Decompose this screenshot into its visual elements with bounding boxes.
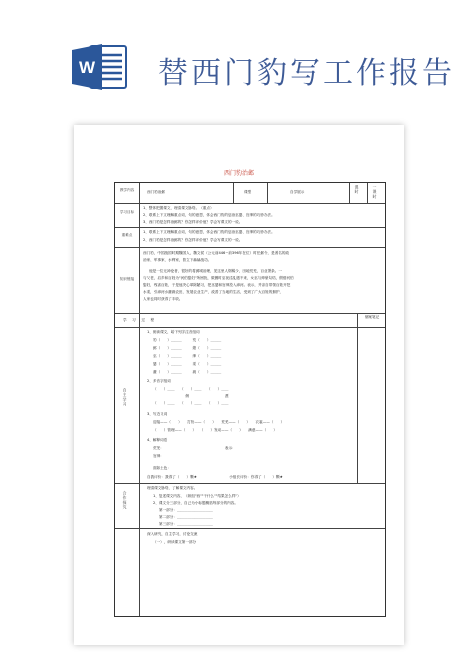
coop-line: 第二部分：＿＿＿＿＿＿＿＿＿＿ (159, 515, 213, 519)
coop-line: 深入研究，自主学习，讨论交流 (147, 532, 198, 536)
goal-line: 3、西门豹是怎样治邺的？你怎样评价他？学会写课文的一说。 (143, 220, 243, 224)
knowledge-line: 西门豹，中国战国时期魏国人，魏文侯（公元前446~前396年在位）时任邺令，是著名的政 (143, 251, 290, 255)
char-row: 灌（ ）＿＿＿ 溉（ ）＿＿＿ (153, 370, 222, 374)
content-label: 教学内容 (119, 188, 135, 192)
definition-row: 官绅： (153, 454, 164, 458)
knowledge-line: 水渠，引漳河水灌溉农田，发展农业生产，改善了当地的生活，受到了广大百姓的拥护， (143, 290, 284, 294)
content-value: 西门豹治邺 (147, 190, 165, 194)
synonym-row: 迎接——（ ） 打扮——（ ） 荒芜——（ ） 衣裳——（ ） (153, 420, 285, 424)
banner-title: 替西门豹写工作报告 (158, 56, 455, 91)
word-logo-icon (70, 40, 128, 94)
section-title: 3、写近义词 (147, 412, 168, 416)
lesson-table (114, 182, 386, 617)
coop-line: 第一部分：＿＿＿＿＿＿＿＿＿＿ (159, 508, 213, 512)
coop-line: 2、课文分三部分，自己为小标题概括每部分的内容。 (153, 501, 238, 505)
synonym-row: （ ）管理——（ ） （ ）发动——（ ） 满意——（ ） (153, 428, 277, 432)
section-title: 2、多音字组词 (147, 379, 171, 383)
document-page (74, 125, 404, 645)
keypoints-label: 重难点 (121, 233, 133, 237)
coop-line: （一），研读课文第一部分 (153, 540, 197, 544)
document-title: 西门豹治邺 (223, 170, 254, 177)
process-header: 学 习 过 程 (123, 318, 156, 322)
period-value: 一课时 (373, 185, 378, 200)
definition-row: 面如土色： (153, 466, 171, 470)
type-label: 课型 (244, 190, 252, 194)
char-row: 巫（ ）＿＿＿ 绅（ ）＿＿＿ (153, 354, 222, 358)
knowledge-line: 与父老，启乡和百姓为"河伯娶妇"所困扰，做圈时巫祝淫乱遇不来，女巫与绅豪勾结，假借河伯 (143, 276, 294, 280)
coop-line: 第三部分：＿＿＿＿＿＿＿＿＿＿ (159, 522, 213, 526)
definition-row: 荒芜： 表示： (153, 446, 236, 450)
coop-line: 理清课文脉络，了解课文内容。 (147, 486, 198, 490)
knowledge-label: 知识链接 (119, 277, 135, 281)
goal-line: 2、联系上下文理解重点词，句的意思，体会西门豹的惩治巫婆、官绅的巧妙办法。 (143, 213, 275, 217)
coop-line: 1、复述课文内容，（纵组"西""干什么""结果怎么样"） (153, 494, 241, 498)
banner (0, 0, 474, 112)
self-study-label: 自主学习 (123, 388, 128, 408)
knowledge-line: 治家、军事家、水利家，曾立下赫赫战功。 (143, 258, 212, 262)
section-title: 4、解释词语 (147, 438, 168, 442)
period-label: 课时 (355, 185, 360, 195)
goal-line: 1、整体把握课文，理清课文脉络。（重点） (143, 206, 214, 210)
char-row: 豹（ ）＿＿＿ 荒（ ）＿＿＿ (153, 338, 222, 342)
keypoint-line: 1、联系上下文理解重点词，句的意思，体会西门豹的惩治巫婆、官绅的巧妙办法。 (143, 230, 275, 234)
type-value: 自学展示 (290, 190, 305, 194)
poly-row: （ ）＿＿ （ ）＿＿ （ ）＿＿ (153, 387, 229, 391)
knowledge-line: 他是一位无神论者，很好的将邺城治理，见这里人烟稀少，田地荒芜，百业萧条。一 (149, 269, 282, 273)
goals-label: 学习目标 (119, 210, 135, 214)
section-title: 1、朗读课文，给下列字注音组词 (147, 330, 200, 334)
char-row: 邺（ ）＿＿＿ 媳（ ）＿＿＿ (153, 346, 222, 350)
coop-label: 合作探究 (123, 491, 128, 511)
self-evaluation: 自我评价：我得了（ ）颗★ 小组长评价：你得了（ ）颗★ (147, 475, 283, 479)
poly-row: （ ）＿＿ （ ）＿＿ （ ）＿＿ (153, 401, 229, 405)
knowledge-line: 人家也同时获得了丰收。 (143, 297, 183, 301)
logo-letter: W (78, 58, 96, 77)
char-row: 婆（ ）＿＿＿ 渠（ ）＿＿＿ (153, 362, 222, 366)
keypoint-line: 2、西门豹是怎样治邺的？你怎样评价他？学会写课文的一说。 (143, 238, 243, 242)
notes-label: 個案笔记 (364, 315, 380, 319)
poly-row: 侧 漂 (153, 394, 229, 398)
knowledge-line: 娶妇，残害百姓，于是他决心革除陋习，把巫婆和官绅投入漳河。表示，并亲自带领百姓开挖 (143, 283, 291, 287)
